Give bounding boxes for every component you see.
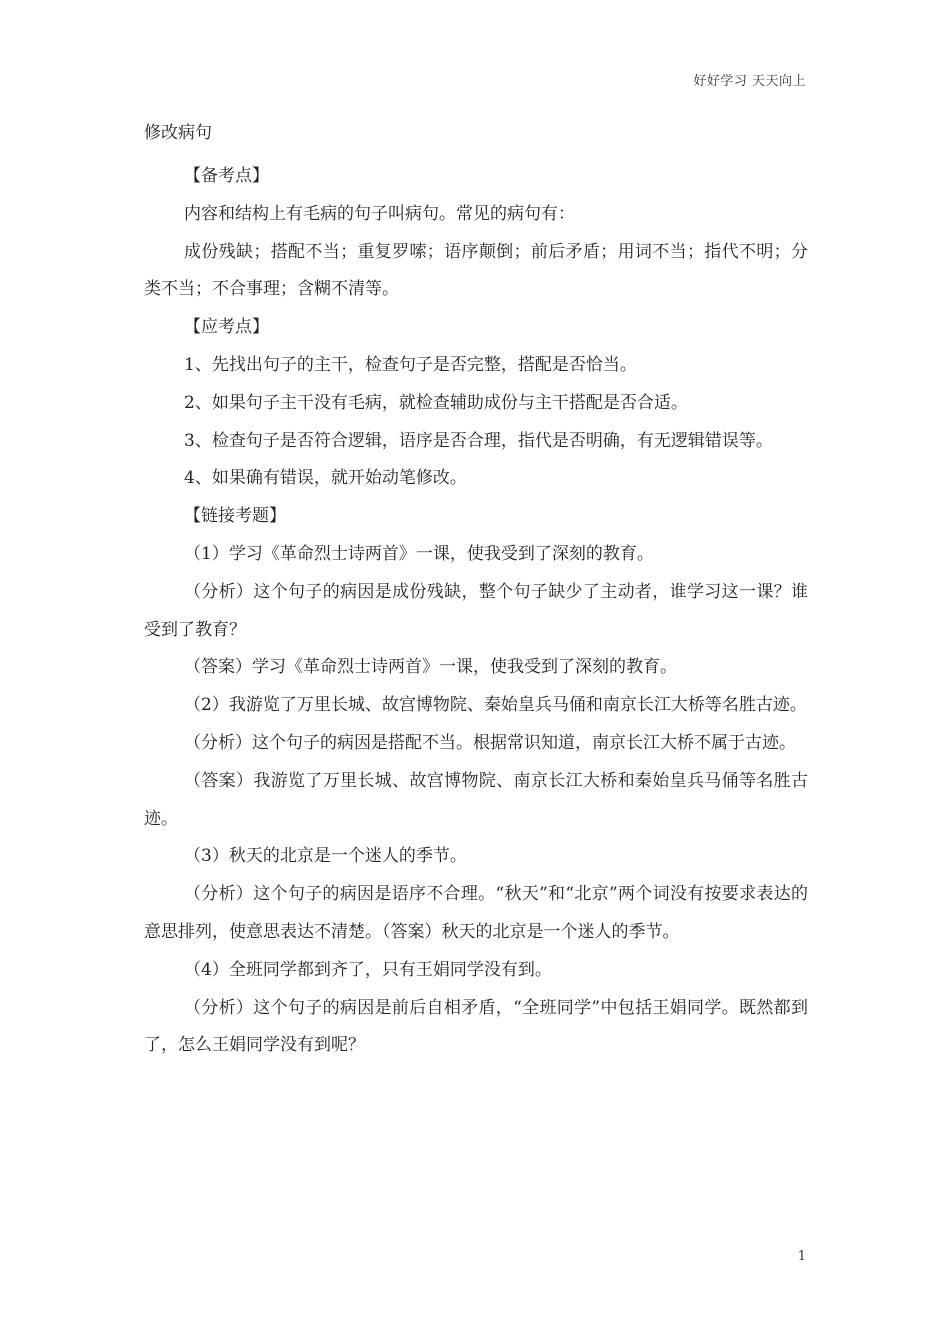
page-number: 1 (797, 1249, 806, 1264)
heading-exam-points: 【备考点】 (184, 166, 269, 186)
heading-linked-questions: 【链接考题】 (184, 506, 286, 527)
analysis-4: （分析）这个句子的病因是前后自相矛盾，“全班同学”中包括王娟同学。既然都到了，怎么王娟同学没有到呢？ (144, 997, 808, 1056)
paragraph-definition: 内容和结构上有毛病的句子叫病句。常见的病句有： (184, 203, 575, 224)
analysis-1: （分析）这个句子的病因是成份残缺，整个句子缺少了主动者，谁学习这一课？谁受到了教育？ (144, 581, 808, 640)
document-title: 修改病句 (144, 123, 212, 143)
question-1: （1）学习《革命烈士诗两首》一课，使我受到了深刻的教育。 (184, 543, 654, 564)
heading-answer-points: 【应考点】 (184, 317, 269, 338)
step-3: 3、检查句子是否符合逻辑，语序是否合理，指代是否明确，有无逻辑错误等。 (184, 430, 773, 451)
step-1: 1、先找出句子的主干，检查句子是否完整，搭配是否恰当。 (184, 354, 637, 375)
analysis-answer-3: （分析）这个句子的病因是语序不合理。“秋天”和“北京”两个词没有按要求表达的意思排列，使意思表达不清楚。（答案）秋天的北京是一个迷人的季节。 (144, 884, 808, 942)
answer-2: （答案）我游览了万里长城、故宫博物院、南京长江大桥和秦始皇兵马俑等名胜古迹。 (144, 770, 808, 829)
paragraph-error-types: 成份残缺；搭配不当；重复罗嗦；语序颠倒；前后矛盾；用词不当；指代不明；分类不当；不合事理；含糊不清等。 (144, 241, 808, 300)
question-3: （3）秋天的北京是一个迷人的季节。 (184, 846, 467, 867)
question-2: （2）我游览了万里长城、故宫博物院、秦始皇兵马俑和南京长江大桥等名胜古迹。 (184, 695, 807, 716)
question-4: （4）全班同学都到齐了，只有王娟同学没有到。 (184, 959, 552, 980)
answer-1: （答案）学习《革命烈士诗两首》一课，使我受到了深刻的教育。 (184, 657, 677, 678)
step-4: 4、如果确有错误，就开始动笔修改。 (184, 468, 467, 489)
step-2: 2、如果句子主干没有毛病，就检查辅助成份与主干搭配是否合适。 (184, 392, 688, 413)
page-header: 好好学习 天天向上 (693, 74, 806, 89)
analysis-2: （分析）这个句子的病因是搭配不当。根据常识知道，南京长江大桥不属于古迹。 (184, 732, 796, 753)
document-body (144, 158, 808, 1065)
